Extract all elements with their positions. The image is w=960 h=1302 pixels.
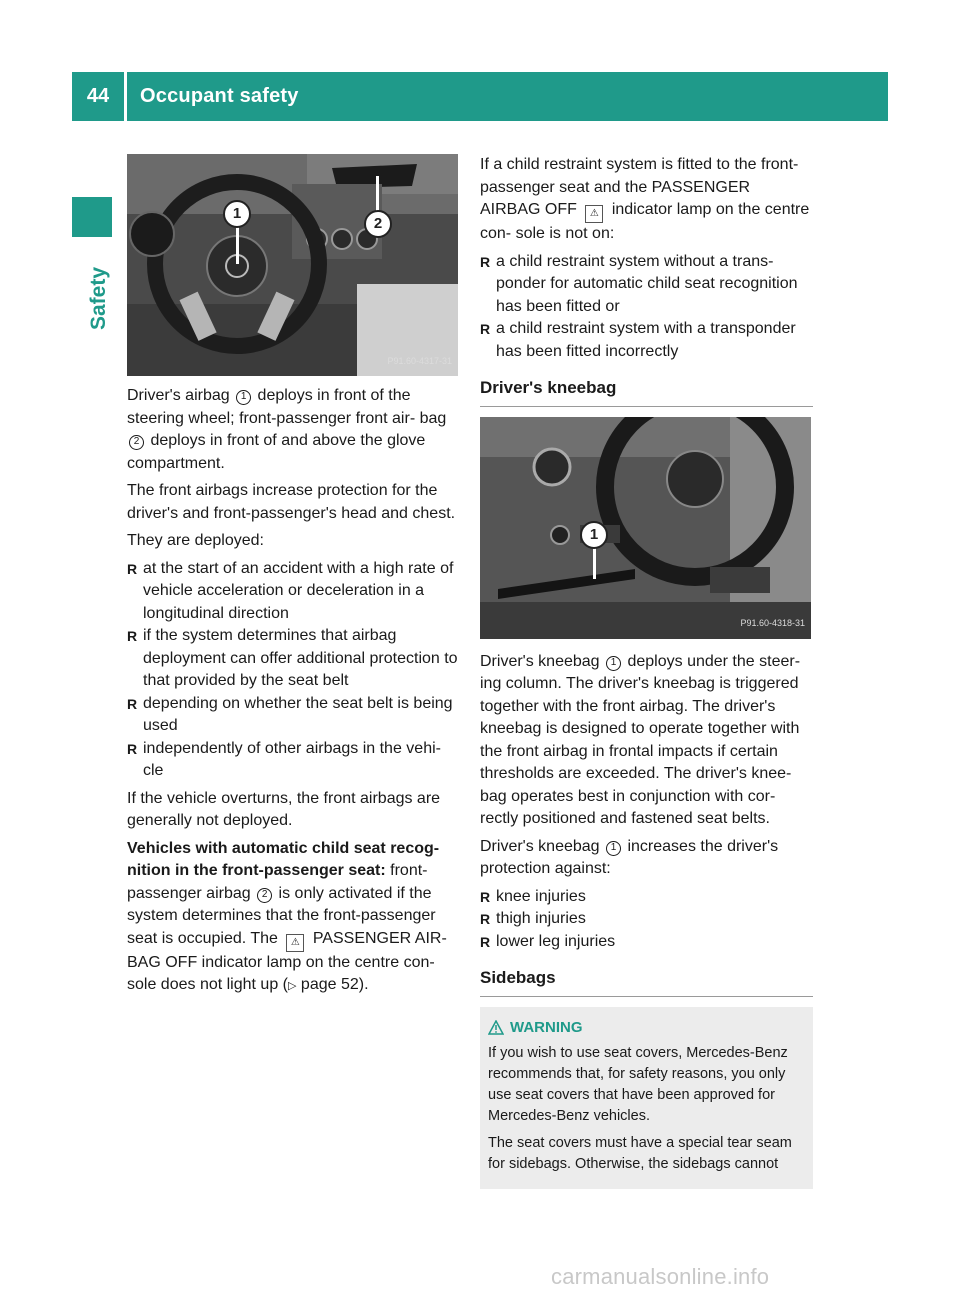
passenger-airbag-off-icon: ⚠ [286, 934, 304, 952]
child-restraint-list [480, 251, 813, 364]
list-item: R thigh injuries [480, 908, 813, 931]
page-reference-arrow-icon: ▷ [288, 980, 297, 992]
warning-box [480, 1007, 813, 1189]
kneebag-protection-paragraph: Driver's kneebag 1 increases the driver's protection against: [480, 837, 779, 877]
page-number: 44 [86, 85, 110, 107]
kneebag-deploy-paragraph: Driver's kneebag 1 deploys under the steer- ing column. The driver's kneebag is triggered together with the front airbag. The driver's kneebag is designed to operate together with the front airbag in frontal impacts if certain thresholds are exceeded. The driver's knee- bag operates best in conjunction with cor- rectly positioned and fastened seat belts. [480, 652, 801, 827]
callout-ref-2: 2 [257, 888, 272, 903]
callout-ref-1: 1 [236, 390, 251, 405]
list-item: R at the start of an accident with a high rate of vehicle acceleration or deceleration in a longitudinal direction [127, 558, 460, 626]
side-tab-marker [72, 197, 112, 237]
photo-callout-2: 2 [364, 210, 392, 238]
list-item: R lower leg injuries [480, 931, 813, 954]
front-airbags-protection-paragraph: The front airbags increase protection for the driver's and front-passenger's head and chest. [127, 482, 456, 522]
kneebag-heading: Driver's kneebag [480, 377, 813, 407]
warning-title: WARNING [510, 1018, 583, 1036]
photo-callout-1: 1 [580, 521, 608, 549]
list-item: R a child restraint system without a trans- ponder for automatic child seat recognition has been fitted or [480, 251, 813, 319]
kneebag-photo-illustration [480, 417, 811, 639]
injury-list [480, 886, 813, 954]
list-item: R depending on whether the seat belt is being used [127, 693, 460, 738]
dashboard-photo-illustration [127, 154, 458, 376]
warning-text-2: The seat covers must have a special tear seam for sidebags. Otherwise, the sidebags cannot [488, 1134, 792, 1172]
passenger-airbag-off-icon: ⚠ [585, 205, 603, 223]
list-item: R independently of other airbags in the vehi- cle [127, 738, 460, 783]
callout-ref-1: 1 [606, 841, 621, 856]
deployed-intro: They are deployed: [127, 532, 264, 549]
page-header [72, 72, 888, 121]
child-seat-recognition-paragraph: Vehicles with automatic child seat recog- nition in the front-passenger seat: front- passenger airbag 2 is only activated if the system determines that the front-passenger seat is occupied. The ⚠ PASSENGER AIR- BAG OFF indicator lamp on the centre con- sole does not light up (▷ page 52). [127, 839, 447, 993]
photo-callout-1: 1 [223, 200, 251, 228]
callout-ref-2: 2 [129, 435, 144, 450]
warning-header [488, 1017, 806, 1038]
watermark: carmanualsonline.info [551, 1264, 770, 1289]
list-item: R knee injuries [480, 886, 813, 909]
driver-airbag-paragraph: Driver's airbag 1 deploys in front of the steering wheel; front-passenger front air- bag 2 deploys in front of and above the glove compartment. [127, 387, 447, 472]
list-item: R if the system determines that airbag deployment can offer additional protection to that provided by the seat belt [127, 625, 460, 693]
list-item: R a child restraint system with a transponder has been fitted incorrectly [480, 318, 813, 363]
dashboard-airbag-photo [127, 154, 458, 376]
page-reference-link[interactable]: page 52). [300, 976, 369, 993]
right-column [480, 154, 813, 1189]
overturn-paragraph: If the vehicle overturns, the front airbags are generally not deployed. [127, 789, 441, 829]
callout-ref-1: 1 [606, 656, 621, 671]
child-restraint-paragraph: If a child restraint system is fitted to the front- passenger seat and the PASSENGER AIRBAG OFF ⚠ indicator lamp on the centre con- sole is not on: [480, 156, 810, 242]
deployment-conditions-list [127, 558, 460, 783]
left-column [127, 154, 460, 1003]
callout-1-leader [593, 547, 596, 579]
photo-code: P91.60-4317-31 [387, 355, 452, 366]
section-title: Occupant safety [140, 85, 299, 107]
side-tab-label: Safety [87, 266, 110, 330]
warning-text-1: If you wish to use seat covers, Mercedes-Benz recommends that, for safety reasons, you only use seat covers that have been approved for Mercedes-Benz vehicles. [488, 1044, 788, 1124]
photo-code: P91.60-4318-31 [740, 618, 805, 628]
callout-1-leader [236, 226, 239, 264]
kneebag-photo [480, 417, 811, 639]
sidebags-heading: Sidebags [480, 967, 813, 997]
warning-triangle-icon [488, 1020, 504, 1035]
